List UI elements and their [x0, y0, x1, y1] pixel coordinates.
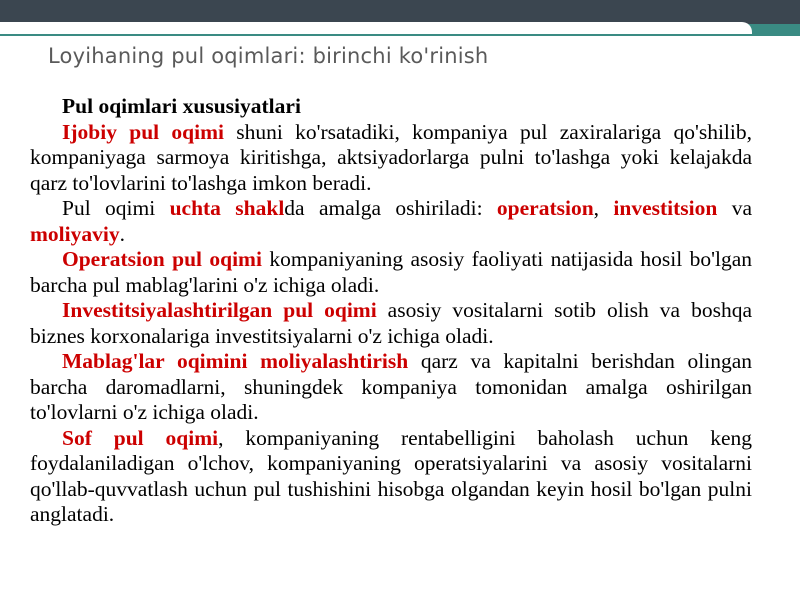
text-financing-cash-flow: qarz va kapitalni berishdan olingan barcha daromadlarni, shuningdek kompaniya tomonidan amalga oshirilgan to'lovlarni o'z ichiga oladi. — [30, 349, 752, 424]
paragraph-net-cash-flow — [30, 426, 752, 528]
top-bar-notch — [0, 22, 752, 34]
paragraph-cash-flow-forms — [30, 196, 752, 247]
text-forms-1: Pul oqimi — [62, 196, 170, 220]
text-investing-cash-flow: asosiy vositalarni sotib olish va boshqa biznes korxonalariga investitsiyalarni o'z ichiga oladi. — [30, 298, 752, 348]
term-net-cash-flow: Sof pul oqimi — [62, 425, 219, 450]
term-operational: operatsion — [496, 196, 594, 220]
term-positive-cash-flow: Ijobiy pul oqimi — [62, 119, 224, 144]
text-forms-2: da amalga oshiriladi: — [284, 196, 497, 220]
text-net-cash-flow: , kompaniyaning rentabelligini baholash uchun keng foydalaniladigan o'lchov, kompaniyaning operatsiyalarini va asosiy vositalarni qo'llab-quvvatlash uchun pul tushishini hisobga olgandan keyin hosil bo'lgan pulni anglatadi. — [30, 425, 752, 526]
term-investment: investitsion — [613, 196, 718, 220]
text-forms-4: va — [717, 196, 752, 220]
paragraph-financing-cash-flow — [30, 349, 752, 426]
term-financial: moliyaviy — [30, 221, 120, 246]
paragraph-investing-cash-flow — [30, 298, 752, 349]
term-three-forms: uchta shakl — [169, 196, 285, 220]
top-bar-dark — [0, 0, 800, 24]
term-investing-cash-flow: Investitsiyalashtirilgan pul oqimi — [62, 298, 377, 322]
text-forms-3: , — [593, 196, 614, 220]
text-forms-5: . — [119, 221, 125, 246]
term-operating-cash-flow: Operatsion pul oqimi — [62, 247, 262, 271]
term-financing-cash-flow: Mablag'lar oqimini moliyalashtirish — [62, 349, 409, 373]
slide-title: Loyihaning pul oqimlari: birinchi ko'rinish — [48, 44, 489, 68]
paragraph-operating-cash-flow — [30, 247, 752, 298]
text-operating-cash-flow: kompaniyaning asosiy faoliyati natijasida hosil bo'lgan barcha pul mablag'larini o'z ichiga oladi. — [30, 247, 752, 297]
paragraph-positive-cash-flow — [30, 120, 752, 197]
section-heading: Pul oqimlari xususiyatlari — [62, 94, 301, 118]
text-positive-cash-flow: shuni ko'rsatadiki, kompaniya pul zaxiralariga qo'shilib, kompaniyaga sarmoya kiritishga, aktsiyadorlarga pulni to'lashga yoki kelajakda qarz to'lovlarini to'lashga imkon beradi. — [30, 119, 752, 195]
slide-body — [30, 94, 752, 528]
